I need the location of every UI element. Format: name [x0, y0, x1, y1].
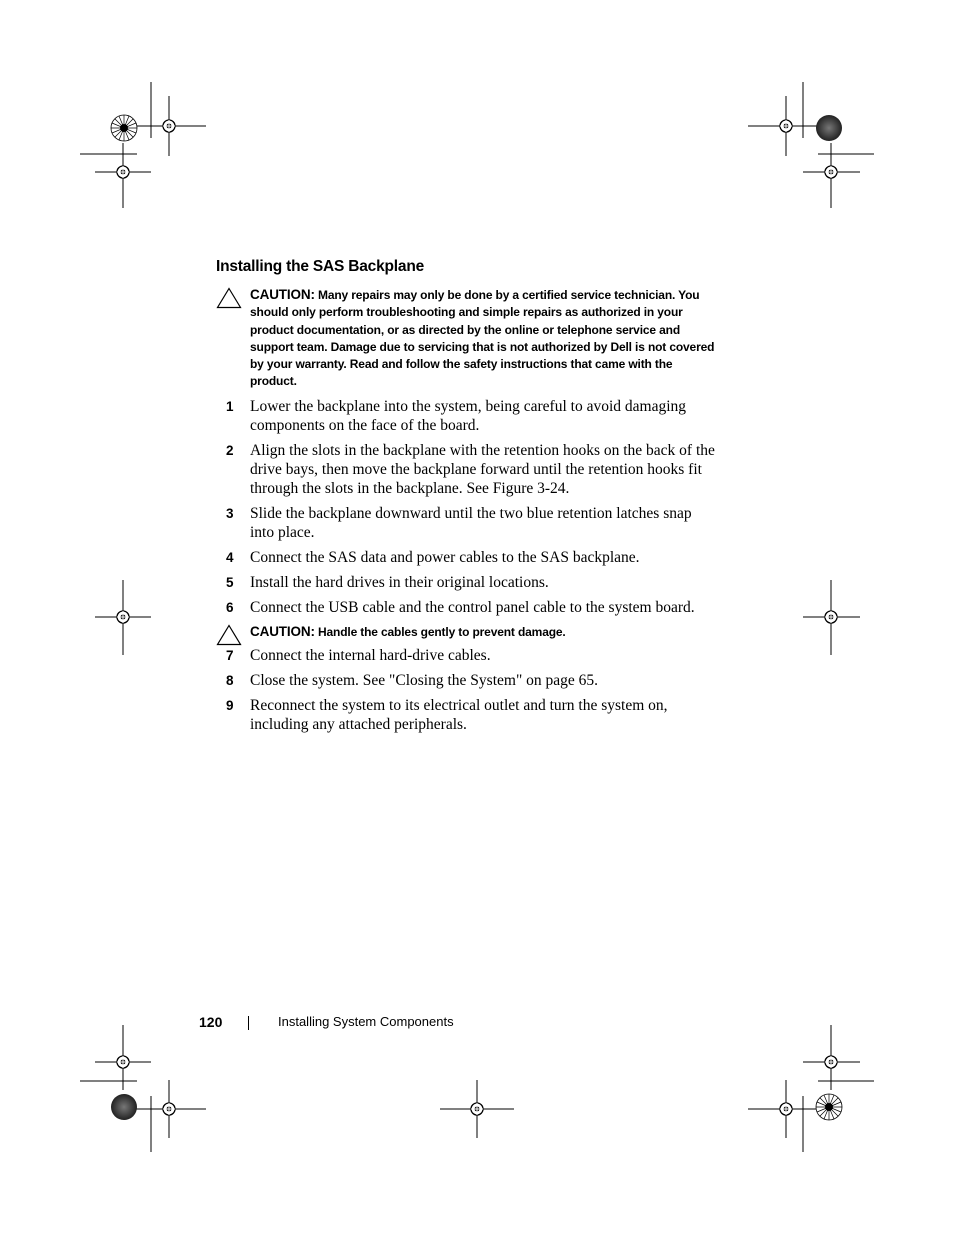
caution-text: Many repairs may only be done by a certified service technician. You should only perform troubleshooting and simple repairs as authorized in your product documentation, or as directed by the online or telephone service and support team. Damage due to servicing that is not authorized by Dell is not covered by your warranty. Read and follow the safety instructions that came with the product. [250, 288, 715, 389]
step-number: 7 [226, 648, 234, 664]
caution-notice [216, 623, 716, 641]
step-number: 9 [226, 698, 234, 714]
list-item [216, 548, 716, 567]
step-number: 2 [226, 442, 234, 458]
page-content [216, 258, 716, 740]
list-item [216, 397, 716, 435]
list-item [216, 646, 716, 665]
step-text: Install the hard drives in their original locations. [250, 573, 549, 591]
step-text: Connect the SAS data and power cables to the SAS backplane. [250, 548, 640, 566]
footer-section-title: Installing System Components [278, 1014, 454, 1029]
caution-label: CAUTION: [250, 623, 315, 639]
section-heading: Installing the SAS Backplane [216, 258, 425, 275]
step-number: 6 [226, 599, 234, 615]
step-text: Reconnect the system to its electrical outlet and turn the system on, including any attached peripherals. [250, 697, 668, 734]
step-text: Lower the backplane into the system, being careful to avoid damaging components on the face of the board. [250, 397, 687, 434]
list-item [216, 598, 716, 617]
procedure-steps [216, 397, 716, 617]
caution-triangle-icon [216, 624, 242, 646]
list-item [216, 696, 716, 734]
step-text: Close the system. See "Closing the System" on page 65. [250, 672, 599, 690]
caution-label: CAUTION: [250, 287, 315, 302]
step-text: Align the slots in the backplane with the retention hooks on the back of the drive bays, then move the backplane forward until the retention hooks fit through the slots in the backplane. See Figure 3-24. [250, 441, 715, 497]
step-number: 4 [226, 549, 234, 565]
step-number: 5 [226, 574, 234, 590]
list-item [216, 504, 716, 542]
caution-notice [216, 286, 716, 391]
list-item [216, 441, 716, 498]
step-text: Connect the internal hard-drive cables. [250, 647, 491, 665]
caution-text: Handle the cables gently to prevent damage. [317, 624, 566, 639]
list-item [216, 573, 716, 592]
step-text: Connect the USB cable and the control panel cable to the system board. [250, 598, 695, 616]
procedure-steps-continued [216, 646, 716, 734]
caution-triangle-icon [216, 287, 242, 309]
step-number: 1 [226, 398, 234, 414]
step-number: 3 [226, 505, 234, 521]
footer-divider [248, 1016, 249, 1030]
list-item [216, 671, 716, 690]
step-text: Slide the backplane downward until the two blue retention latches snap into place. [250, 504, 692, 541]
page-number: 120 [199, 1014, 223, 1030]
step-number: 8 [226, 673, 234, 689]
